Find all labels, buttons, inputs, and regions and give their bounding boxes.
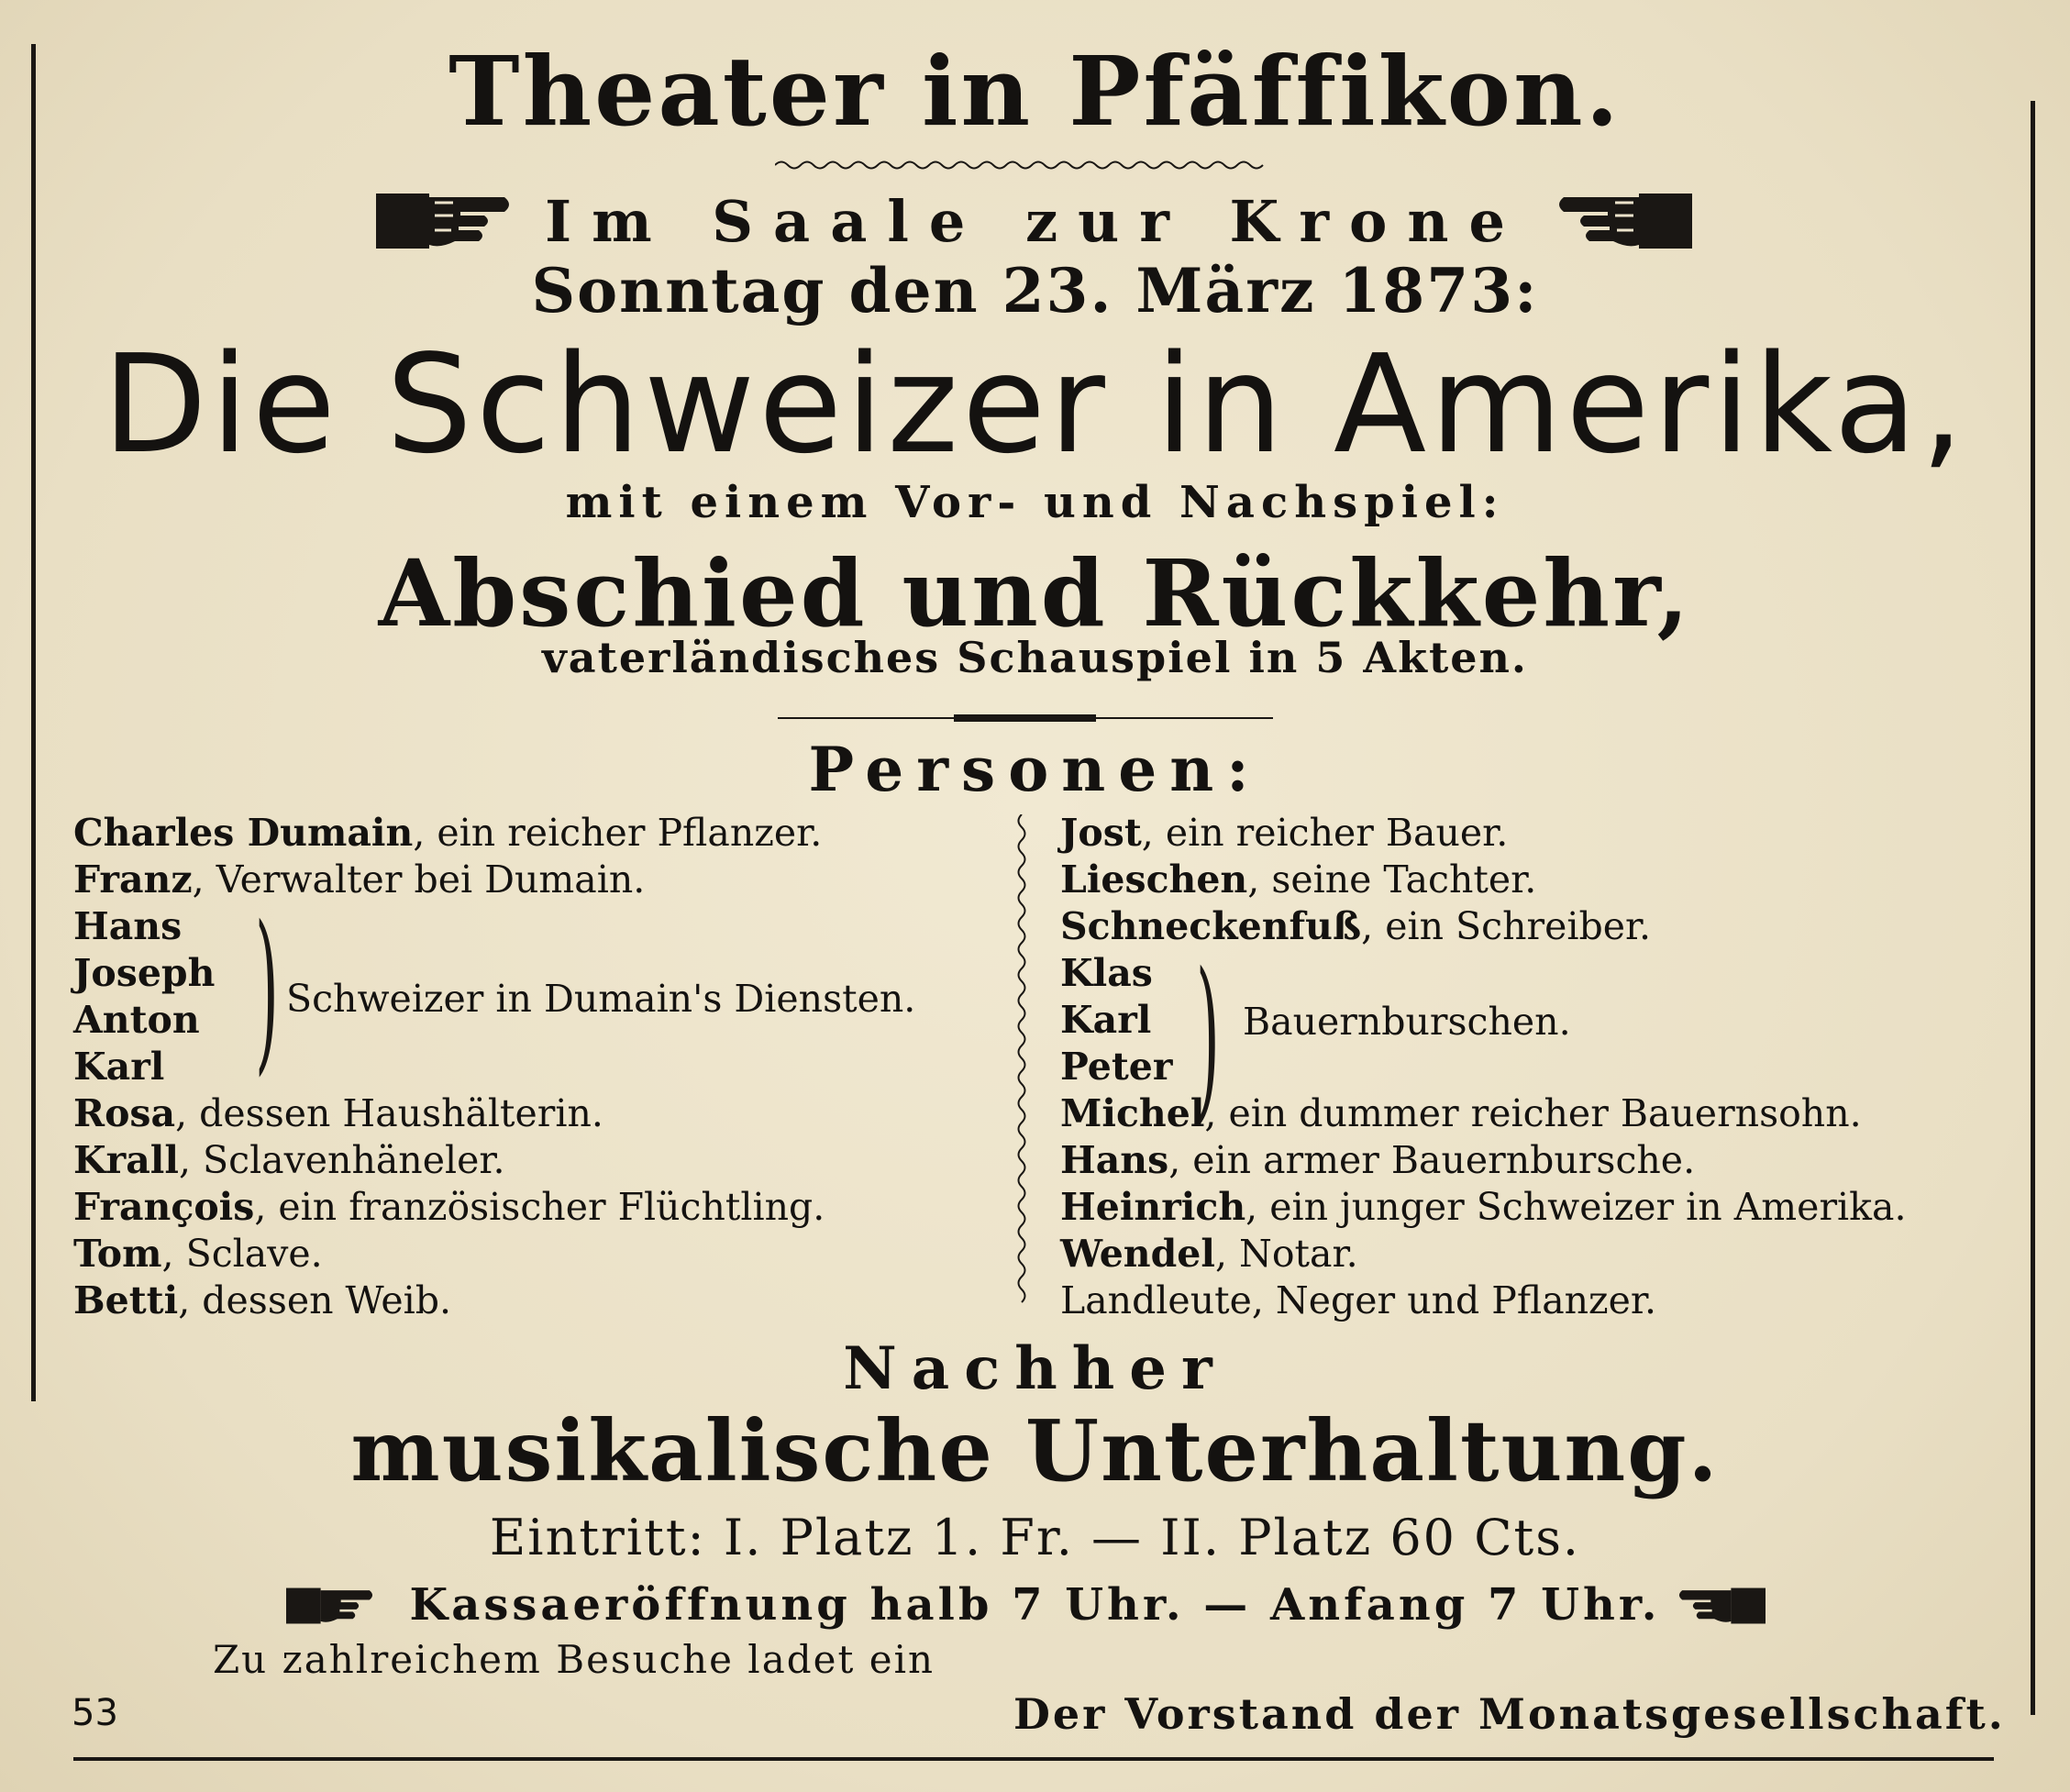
character-name: Joseph [73, 951, 216, 995]
character-role: Landleute, Neger und Pflanzer. [1060, 1278, 1657, 1322]
box-office-times: Kassaeröffnung halb 7 Uhr. — Anfang 7 Uhr. [409, 1579, 1661, 1631]
cast-entry [1060, 810, 1906, 857]
divider-thick [954, 714, 1096, 722]
cast-entry [73, 1090, 825, 1137]
after-heading: Nachher [843, 1334, 1227, 1403]
character-role: , dessen Haushälterin. [175, 1091, 603, 1135]
character-name: Betti [73, 1278, 179, 1322]
character-role: , ein französischer Flüchtling. [254, 1185, 825, 1229]
cast-entry [1060, 1137, 1906, 1184]
play-title: Die Schweizer in Amerika, [102, 326, 1968, 483]
right-group-brace: ) [1196, 935, 1220, 1138]
cast-entry [73, 1184, 825, 1231]
performance-date: Sonntag den 23. März 1873: [531, 255, 1539, 326]
character-name: Karl [1060, 998, 1152, 1042]
column-separator [1014, 814, 1029, 1310]
cast-entry [73, 1137, 825, 1184]
character-name: Wendel [1060, 1232, 1215, 1276]
right-group-role: Bauernburschen. [1243, 1000, 1571, 1044]
character-role: , ein dummer reicher Bauernsohn. [1204, 1091, 1862, 1135]
character-name: Peter [1060, 1045, 1173, 1089]
character-name: Klas [1060, 951, 1153, 995]
character-role: , Notar. [1214, 1232, 1358, 1276]
character-role: , Verwalter bei Dumain. [192, 857, 646, 902]
cast-entry [73, 903, 825, 950]
cast-entry [1060, 1090, 1906, 1137]
character-name: Jost [1060, 811, 1142, 855]
cast-column-left [73, 810, 825, 1324]
left-group-brace: ) [255, 889, 279, 1091]
character-role: , seine Tachter. [1247, 857, 1537, 902]
cast-entry [1060, 950, 1906, 997]
cast-entry [1060, 1184, 1906, 1231]
admission-prices: Eintritt: I. Platz 1. Fr. — II. Platz 60 Cts. [489, 1509, 1581, 1566]
character-name: Michel [1060, 1091, 1205, 1135]
left-group-role: Schweizer in Dumain's Diensten. [286, 977, 916, 1021]
character-name: Karl [73, 1045, 165, 1089]
character-role: , ein armer Bauernbursche. [1168, 1138, 1696, 1182]
prelude-note: mit einem Vor- und Nachspiel: [565, 477, 1505, 528]
genre-line: vaterländisches Schauspiel in 5 Akten. [542, 633, 1528, 682]
signature: Der Vorstand der Monatsgesellschaft. [1013, 1689, 2006, 1739]
cast-entry [73, 1044, 825, 1090]
page-title: Theater in Pfäffikon. [448, 35, 1622, 148]
cast-entry [73, 857, 825, 903]
cast-entry [73, 810, 825, 857]
character-role: , ein reicher Bauer. [1141, 811, 1509, 855]
character-name: Tom [73, 1232, 162, 1276]
character-name: Rosa [73, 1091, 176, 1135]
character-name: Heinrich [1060, 1185, 1246, 1229]
bottom-rule [73, 1757, 1994, 1761]
character-name: Schneckenfuß [1060, 904, 1362, 948]
character-name: Hans [1060, 1138, 1169, 1182]
character-role: , ein Schreiber. [1361, 904, 1652, 948]
cast-entry [1060, 857, 1906, 903]
after-text: musikalische Unterhaltung. [350, 1401, 1720, 1500]
character-name: Lieschen [1060, 857, 1248, 902]
cast-entry [1060, 1044, 1906, 1090]
wavy-ornament [775, 158, 1270, 172]
character-role: , dessen Weib. [178, 1278, 452, 1322]
character-role: , ein junger Schweizer in Amerika. [1245, 1185, 1907, 1229]
character-name: Krall [73, 1138, 179, 1182]
cast-heading: Personen: [808, 734, 1262, 805]
cast-entry [1060, 1231, 1906, 1278]
cast-entry [73, 1231, 825, 1278]
character-name: Hans [73, 904, 183, 948]
venue-line: Im Saale zur Krone [545, 188, 1525, 255]
character-role: , Sclave. [161, 1232, 323, 1276]
cast-entry [1060, 1278, 1906, 1324]
character-name: Charles Dumain [73, 811, 414, 855]
invitation-line: Zu zahlreichem Besuche ladet ein [213, 1637, 935, 1682]
character-name: Anton [73, 998, 200, 1042]
cast-entry [73, 1278, 825, 1324]
character-role: , ein reicher Pflanzer. [413, 811, 823, 855]
subtitle: Abschied und Rückkehr, [378, 539, 1692, 647]
character-role: , Sclavenhäneler. [178, 1138, 505, 1182]
character-name: Franz [73, 857, 193, 902]
cast-column-right [1060, 810, 1906, 1324]
cast-entry [1060, 903, 1906, 950]
character-name: François [73, 1185, 255, 1229]
page-number: 53 [72, 1692, 118, 1734]
